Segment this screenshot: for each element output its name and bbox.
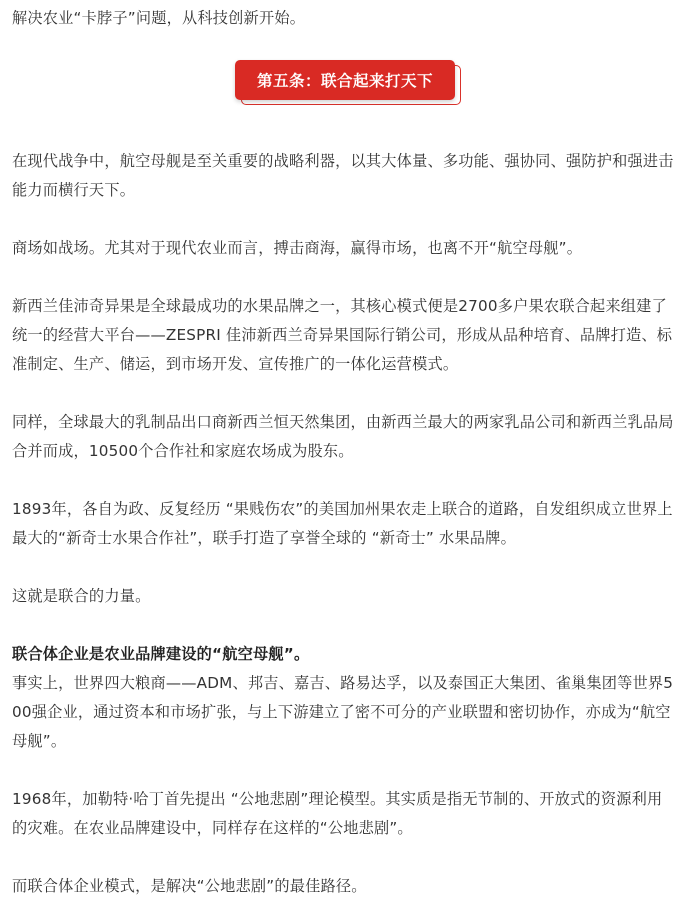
paragraph-aircraft-carrier: 在现代战争中，航空母舰是至关重要的战略利器，以其大体量、多功能、强协同、强防护和强进击能力而横行天下。 — [12, 152, 674, 199]
paragraph-fonterra: 同样，全球最大的乳制品出口商新西兰恒天然集团，由新西兰最大的两家乳品公司和新西兰乳品局合并而成，10500个合作社和家庭农场成为股东。 — [12, 413, 674, 460]
intro-line: 解决农业“卡脖子”问题，从科技创新开始。 — [12, 9, 306, 27]
section-heading-wrap — [12, 0, 674, 100]
paragraph-zespri: 新西兰佳沛奇异果是全球最成功的水果品牌之一，其核心模式便是2700多户果农联合起来组建了统一的经营大平台——ZESPRI 佳沛新西兰奇异果国际行销公司，形成从品种培育、品牌打造、标准制定、生产、储运，到市场开发、宣传推广的一体化运营模式。 — [12, 297, 673, 373]
section-heading: 第五条：联合起来打天下 — [235, 60, 455, 100]
paragraph-tragedy-commons: 1968年，加勒特·哈丁首先提出 “公地悲剧”理论模型。其实质是指无节制的、开放式的资源利用的灾难。在农业品牌建设中，同样存在这样的“公地悲剧”。 — [12, 790, 663, 837]
article-body — [12, 0, 674, 901]
paragraph-best-path: 而联合体企业模式，是解决“公地悲剧”的最佳路径。 — [12, 877, 367, 895]
paragraph-grain-traders: 事实上，世界四大粮商——ADM、邦吉、嘉吉、路易达孚，以及泰国正大集团、雀巢集团等世界500强企业，通过资本和市场扩张，与上下游建立了密不可分的产业联盟和密切协作，亦成为“航空母舰”。 — [12, 674, 674, 750]
paragraph-sunkist: 1893年，各自为政、反复经历 “果贱伤农”的美国加州果农走上联合的道路，自发组织成立世界上最大的“新奇士水果合作社”，联手打造了享誉全球的 “新奇士” 水果品牌。 — [12, 500, 673, 547]
paragraph-market-battlefield: 商场如战场。尤其对于现代农业而言，搏击商海，赢得市场，也离不开“航空母舰”。 — [12, 239, 583, 257]
bold-heading-aircraft-carrier: 联合体企业是农业品牌建设的“航空母舰”。 — [12, 645, 310, 663]
paragraph-power-of-union: 这就是联合的力量。 — [12, 587, 151, 605]
